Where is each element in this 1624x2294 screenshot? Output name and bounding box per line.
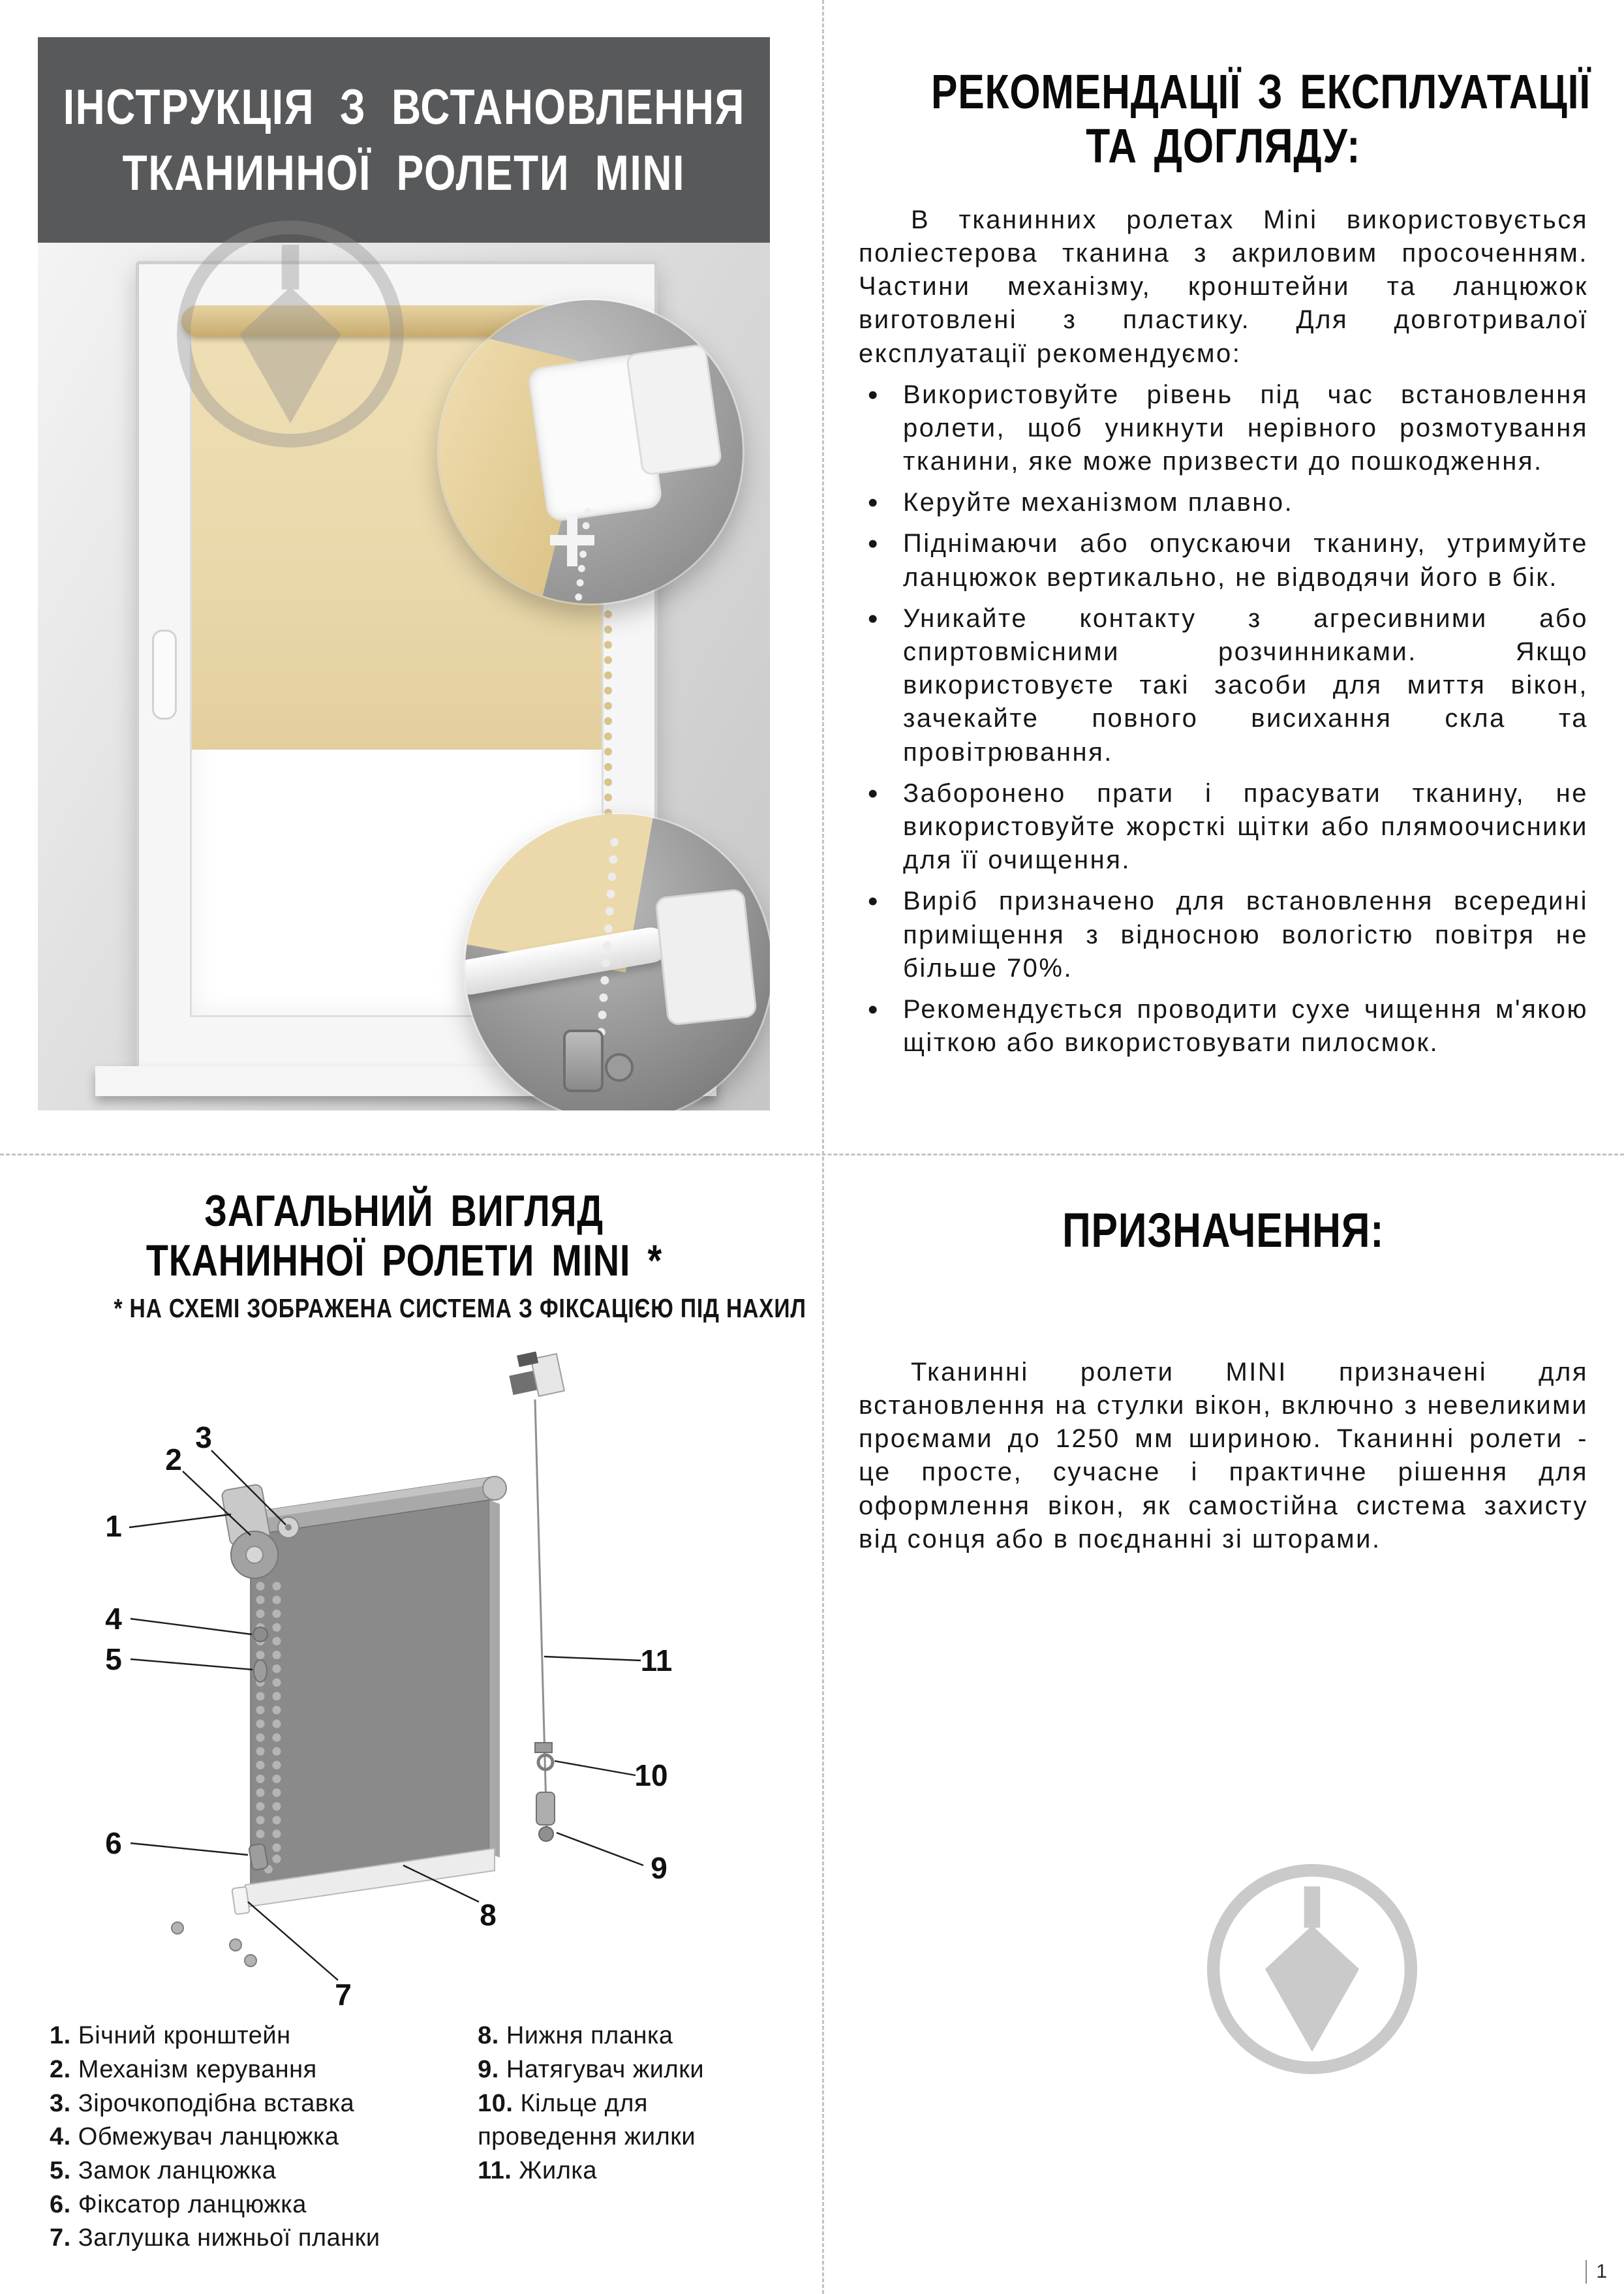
cord-tensioner: [536, 1792, 555, 1825]
mechanism-detail-callout: [439, 300, 743, 604]
cord-tensioner-screw: [539, 1827, 553, 1841]
overview-section: [38, 1186, 806, 2256]
purpose-body: Тканинні ролети MINI призначені для встановлення на стулки вікон, включно з невеликими проємами до 1250 мм шириною. Тканинні ролети - це просте, сучасне і практичне рішення для оформлення вікон, як самостійна система захисту від сонця або в поєднанні зі шторами.: [859, 1357, 1588, 1553]
mount-clamp-closeup: [626, 343, 723, 476]
footer-divider: [1586, 2260, 1587, 2284]
brand-watermark-icon: [1197, 1854, 1427, 2084]
part-number-label: 1: [105, 1509, 122, 1544]
install-title-banner: [38, 37, 770, 243]
page-footer: [1586, 2260, 1607, 2284]
legend-item: [50, 2120, 468, 2154]
part-number-label: 5: [105, 1642, 122, 1677]
legend-text: Заглушка нижньої планки: [78, 2224, 380, 2252]
tube-end-cap: [483, 1476, 506, 1500]
overview-subtitle: * НА СХЕМІ ЗОБРАЖЕНА СИСТЕМА З ФІКСАЦІЄЮ ПІД НАХИЛ: [114, 1293, 806, 1324]
chain-fixator-part: [249, 1844, 268, 1871]
chain-detail-callout: [465, 814, 770, 1110]
overview-subtitle-wrap: [38, 1293, 806, 1324]
legend-text: Кільце для проведення жилки: [478, 2089, 696, 2151]
bracket-closeup: [654, 888, 758, 1026]
row-divider: [0, 1154, 1624, 1155]
legend-text: Обмежувач ланцюжка: [78, 2123, 339, 2151]
parts-legend: [38, 2019, 770, 2256]
legend-text: Бічний кронштейн: [78, 2022, 291, 2050]
recommendation-item: • Керуйте механізмом плавно.: [859, 486, 1588, 519]
recommendation-item: • Виріб призначено для встановлення всередині приміщення з відносною вологістю повітря не більше 70%.: [859, 885, 1588, 985]
legend-text: Фіксатор ланцюжка: [78, 2190, 307, 2218]
recommendation-item: • Піднімаючи або опускаючи тканину, утримуйте ланцюжок вертикально, не відводячи його в бік.: [859, 527, 1588, 594]
legend-number: 6.: [50, 2190, 71, 2218]
part-number-label: 3: [195, 1420, 212, 1455]
screw: [172, 1922, 183, 1934]
legend-item: [50, 2188, 468, 2222]
legend-item: [50, 2053, 468, 2087]
legend-text: Жилка: [519, 2157, 597, 2184]
overview-title-line2: ТКАНИННОЇ РОЛЕТИ MINI *: [146, 1236, 662, 1286]
column-divider: [822, 0, 824, 2294]
legend-number: 10.: [478, 2089, 513, 2117]
exploded-diagram: [38, 1339, 775, 2018]
recommendations-section: [859, 65, 1591, 1067]
recommendation-item: • Використовуйте рівень під час встановлення ролети, щоб уникнути нерівного розмотування тканини, яке може призвести до пошкодження.: [859, 378, 1588, 479]
recommendations-list: [859, 378, 1588, 1060]
legend-number: 1.: [50, 2022, 71, 2050]
legend-item: [478, 2154, 770, 2188]
bracket-cross-part: [567, 515, 577, 566]
overview-title-line1: ЗАГАЛЬНИЙ ВИГЛЯД: [204, 1186, 604, 1236]
part-number-label: 7: [335, 1978, 352, 2012]
screw-part: [605, 1053, 634, 1082]
install-title-line2: ТКАНИННОЇ РОЛЕТИ MINI: [122, 145, 686, 201]
legend-number: 4.: [50, 2123, 71, 2151]
screw: [230, 1939, 241, 1951]
legend-number: 2.: [50, 2055, 71, 2083]
legend-text: Механізм керування: [78, 2055, 317, 2083]
part-number-label: 10: [634, 1758, 668, 1793]
bottom-bar-cap: [232, 1887, 249, 1915]
chain-lock-part: [254, 1660, 267, 1682]
legend-number: 11.: [478, 2157, 512, 2184]
legend-item: [478, 2053, 770, 2087]
legend-item: [50, 2222, 468, 2256]
legend-text: Натягувач жилки: [506, 2055, 705, 2083]
legend-number: 7.: [50, 2224, 71, 2252]
recommendation-item: • Рекомендується проводити сухе чищення м'якою щіткою або використовувати пилосмок.: [859, 993, 1588, 1060]
part-number-label: 8: [480, 1898, 497, 1933]
legend-item: [478, 2087, 770, 2154]
legend-item: [478, 2019, 770, 2053]
legend-number: 9.: [478, 2055, 499, 2083]
legend-number: 8.: [478, 2022, 499, 2050]
legend-item: [50, 2019, 468, 2053]
recommendations-title-line1: РЕКОМЕНДАЦІЇ З ЕКСПЛУАТАЦІЇ: [930, 65, 1591, 119]
legend-number: 3.: [50, 2089, 71, 2117]
fabric-panel: [251, 1500, 489, 1889]
purpose-title: ПРИЗНАЧЕННЯ:: [1062, 1203, 1385, 1257]
legend-number: 5.: [50, 2157, 71, 2184]
fabric-edge: [489, 1500, 500, 1858]
part-number-label: 11: [640, 1644, 673, 1678]
top-bracket: [505, 1347, 564, 1401]
part-number-label: 6: [105, 1826, 122, 1861]
part-number-label: 2: [165, 1443, 182, 1477]
recommendation-item: • Заборонено прати і прасувати тканину, не використовуйте жорсткі щітки або плямоочисники для її очищення.: [859, 777, 1588, 878]
legend-text: Замок ланцюжка: [78, 2157, 277, 2184]
recommendations-title: [859, 65, 1591, 174]
chain-stop-part: [253, 1627, 268, 1642]
legend-right-column: [478, 2019, 770, 2256]
part-number-label: 9: [651, 1851, 667, 1886]
recommendations-title-line2: ТА ДОГЛЯДУ:: [1086, 118, 1361, 173]
recommendation-item: • Уникайте контакту з агресивними або спиртовмісними розчинниками. Якщо використовуєте такі засоби для миття вікон, зачекайте повного висихання скла та провітрювання.: [859, 602, 1588, 769]
purpose-section: [859, 1204, 1588, 1582]
recommendations-intro: В тканинних ролетах Mini використовується поліестерова тканина з акриловим просоченням. Частини механізму, кронштейни та ланцюжок виготовлені з пластику. Для довготривалої експлуатації рекомендуємо:: [859, 205, 1588, 368]
part-number-label: 4: [105, 1602, 122, 1636]
legend-text: Нижня планка: [506, 2022, 673, 2050]
page-number: 1: [1596, 2261, 1607, 2282]
window-photo: [38, 243, 770, 1110]
overview-title: [38, 1186, 770, 1285]
cord-tensioner-closeup: [563, 1030, 604, 1092]
cord-ring-mount: [535, 1743, 552, 1752]
screw: [245, 1955, 256, 1966]
install-title-line1: ІНСТРУКЦІЯ З ВСТАНОВЛЕННЯ: [63, 79, 745, 135]
legend-item: [50, 2087, 468, 2121]
legend-text: Зірочкоподібна вставка: [78, 2089, 355, 2117]
legend-left-column: [50, 2019, 468, 2256]
legend-item: [50, 2154, 468, 2188]
window-handle: [152, 630, 177, 720]
